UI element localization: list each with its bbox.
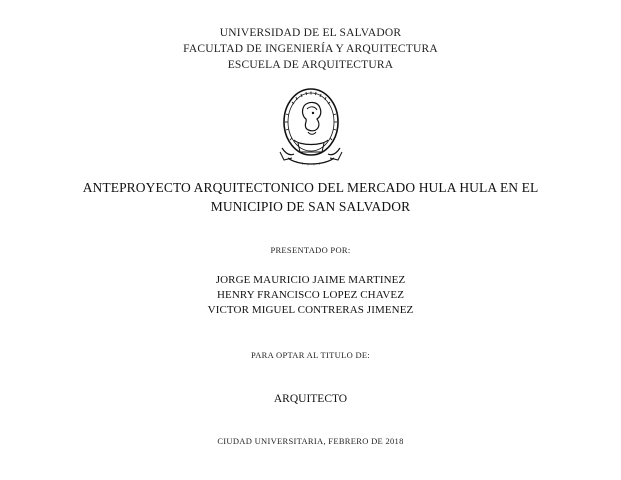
presented-by-label: PRESENTADO POR: [270,245,351,255]
school-name: ESCUELA DE ARQUITECTURA [227,59,394,71]
author-name: HENRY FRANCISCO LOPEZ CHAVEZ [216,289,405,301]
author-name: VICTOR MIGUEL CONTRERAS JIMENEZ [207,304,414,316]
university-seal-icon [270,82,352,168]
faculty-name: FACULTAD DE INGENIERÍA Y ARQUITECTURA [183,43,438,55]
thesis-title-line-1: ANTEPROYECTO ARQUITECTONICO DEL MERCADO HULA HULA EN EL [82,180,539,195]
place-and-date: CIUDAD UNIVERSITARIA, FEBRERO DE 2018 [217,436,404,446]
author-name: JORGE MAURICIO JAIME MARTINEZ [215,274,406,286]
thesis-title-line-2: MUNICIPIO DE SAN SALVADOR [210,199,411,214]
degree-title: ARQUITECTO [273,393,348,405]
university-name: UNIVERSIDAD DE EL SALVADOR [219,27,402,39]
degree-label: PARA OPTAR AL TITULO DE: [250,350,371,360]
